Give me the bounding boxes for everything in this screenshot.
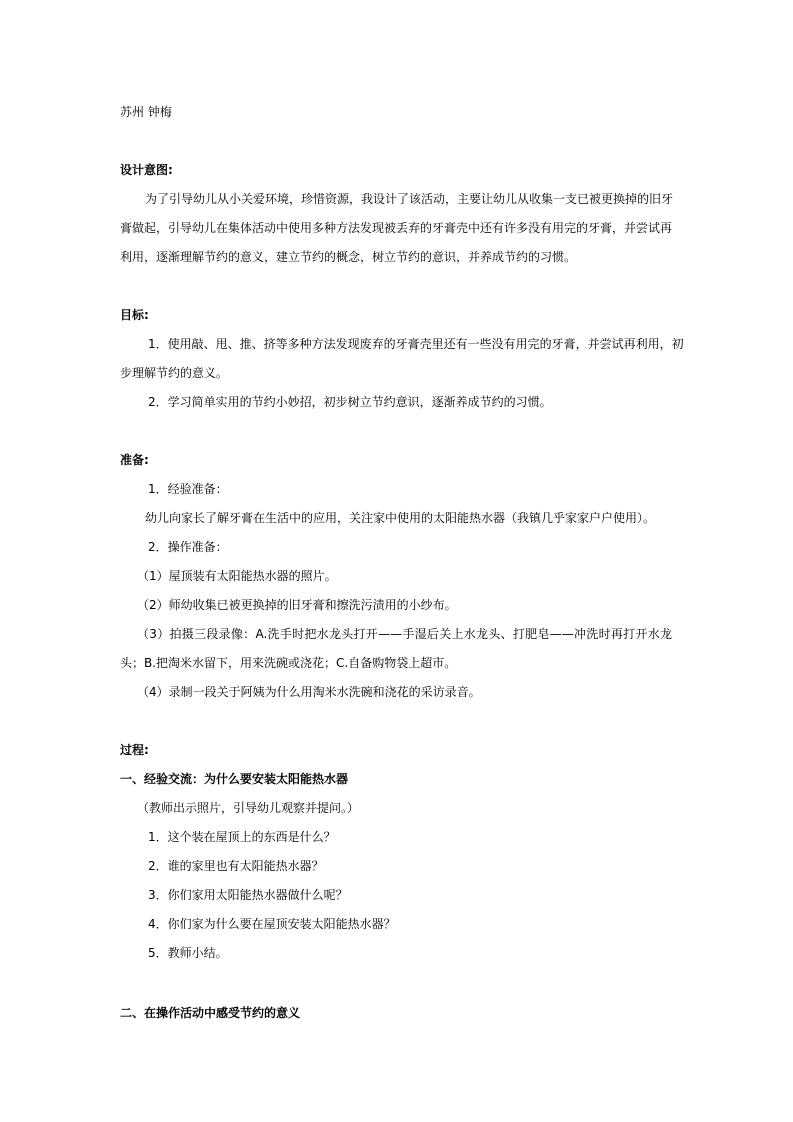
process-section-heading: 一、经验交流：为什么要安装太阳能热水器 [120,772,349,786]
process-item-line: 2．谁的家里也有太阳能热水器？ [148,859,324,873]
author-line: 苏州 钟梅 [120,105,172,119]
prep-item-line: （3）拍摄三段录像：A.洗手时把水龙头打开——手湿后关上水龙头、打肥皂——冲洗时再打开水龙 [137,627,672,641]
prep-item-line: 幼儿向家长了解牙膏在生活中的应用，关注家中使用的太阳能热水器（我镇几乎家家户户使用）。 [145,511,656,525]
design-paragraph-line: 膏做起，引导幼儿在集体活动中使用多种方法发现被丢弃的牙膏壳中还有许多没有用完的牙膏，并尝试再 [120,221,673,235]
process-item-line: 3．你们家用太阳能热水器做什么呢？ [148,888,348,902]
process-item-line: 1．这个装在屋顶上的东西是什么？ [148,830,336,844]
design-paragraph-line: 为了引导幼儿从小关爱环境，珍惜资源，我设计了该活动，主要让幼儿从收集一支已被更换掉的旧牙 [145,192,674,206]
process-item-line: （教师出示照片，引导幼儿观察并提问。） [137,801,360,815]
process-item-line: 4．你们家为什么要在屋顶安装太阳能热水器？ [148,917,396,931]
prep-item-line: 1．经验准备： [148,482,228,496]
process-heading: 过程: [120,743,149,757]
goal-item-line: 步理解节约的意义。 [120,366,229,380]
prep-item-line: （2）师幼收集已被更换掉的旧牙膏和擦洗污渍用的小纱布。 [137,598,457,612]
design-paragraph-line: 利用，逐渐理解节约的意义，建立节约的概念，树立节约的意识，并养成节约的习惯。 [120,250,577,264]
prep-item-line: （4）录制一段关于阿姨为什么用淘米水洗碗和浇花的采访录音。 [137,685,481,699]
prep-item-line: 2．操作准备： [148,540,228,554]
process-item-line: 5．教师小结。 [148,946,228,960]
prep-heading: 准备: [120,453,149,467]
process-section-heading: 二、在操作活动中感受节约的意义 [120,1006,301,1020]
goal-item-line: 1．使用敲、甩、推、挤等多种方法发现废弃的牙膏壳里还有一些没有用完的牙膏，并尝试再利用，初 [148,337,684,351]
prep-item-line: 头；B.把淘米水留下，用来洗碗或浇花；C.自备购物袋上超市。 [120,656,457,670]
prep-item-line: （1）屋顶装有太阳能热水器的照片。 [137,569,337,583]
goal-item-line: 2．学习简单实用的节约小妙招，初步树立节约意识，逐渐养成节约的习惯。 [148,395,552,409]
goals-heading: 目标: [120,308,149,322]
design-heading: 设计意图: [120,163,173,177]
